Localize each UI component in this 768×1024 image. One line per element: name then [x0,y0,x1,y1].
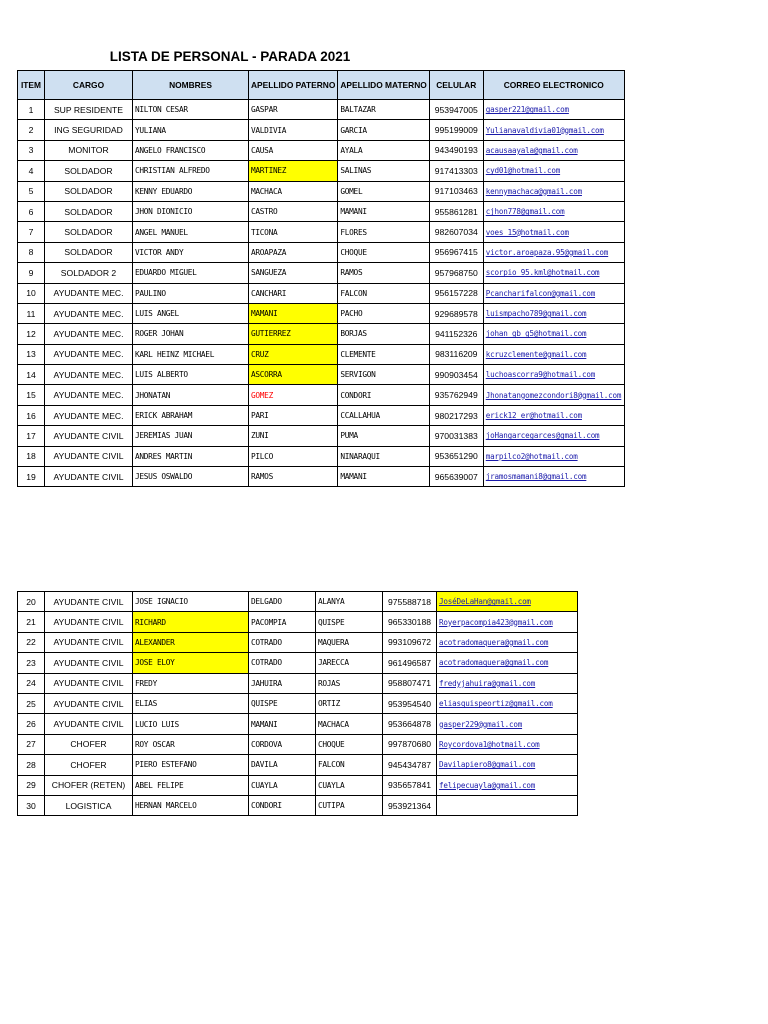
cell-nombres: EDUARDO MIGUEL [133,263,249,283]
cell-cargo: CHOFER [45,755,133,775]
cell-celular: 945434787 [383,755,437,775]
header-cargo: CARGO [45,71,133,100]
table-row [18,426,625,446]
table-row [18,592,578,612]
cell-item: 20 [18,592,45,612]
table-row [18,653,578,673]
table-row [18,775,578,795]
page-title: LISTA DE PERSONAL - PARADA 2021 [109,49,351,64]
personnel-table-part1 [17,70,625,487]
cell-cargo: AYUDANTE CIVIL [45,467,133,487]
table-row [18,283,625,303]
header-celular: CELULAR [429,71,483,100]
cell-cargo: CHOFER (RETEN) [45,775,133,795]
cell-correo[interactable]: Yulianavaldivia01@gmail.com [483,120,624,140]
cell-correo[interactable]: jramosmamani8@gmail.com [483,467,624,487]
cell-celular: 990903454 [429,365,483,385]
cell-apellido-paterno: CONDORI [249,795,316,815]
cell-cargo: AYUDANTE CIVIL [45,592,133,612]
table-row [18,303,625,323]
table-row [18,120,625,140]
table-row [18,365,625,385]
table-row [18,405,625,425]
cell-apellido-paterno: SANGUEZA [249,263,338,283]
cell-correo[interactable]: scorpio_95.kml@hotmail.com [483,263,624,283]
cell-item: 19 [18,467,45,487]
table-row [18,140,625,160]
cell-item: 8 [18,242,45,262]
cell-nombres: JEREMIAS JUAN [133,426,249,446]
cell-nombres: NILTON CESAR [133,100,249,120]
cell-item: 16 [18,405,45,425]
cell-apellido-paterno: ASCORRA [249,365,338,385]
cell-celular: 958807471 [383,673,437,693]
cell-apellido-materno: GOMEL [338,181,429,201]
cell-apellido-paterno: CANCHARI [249,283,338,303]
cell-correo[interactable]: luchoascorra9@hotmail.com [483,365,624,385]
cell-nombres: ANDRES MARTIN [133,446,249,466]
cell-apellido-paterno: COTRADO [249,632,316,652]
cell-item: 9 [18,263,45,283]
cell-nombres: ROGER JOHAN [133,324,249,344]
cell-cargo: SOLDADOR [45,201,133,221]
cell-apellido-materno: CCALLAHUA [338,405,429,425]
cell-cargo: AYUDANTE MEC. [45,303,133,323]
cell-nombres: ELIAS [133,693,249,713]
cell-celular: 982607034 [429,222,483,242]
cell-cargo: AYUDANTE CIVIL [45,426,133,446]
cell-apellido-paterno: CORDOVA [249,734,316,754]
cell-cargo: AYUDANTE MEC. [45,385,133,405]
cell-apellido-materno: JARECCA [316,653,383,673]
cell-correo [437,795,578,815]
personnel-table-part2 [17,591,578,816]
cell-celular: 956967415 [429,242,483,262]
cell-correo[interactable]: marpilco2@hotmail.com [483,446,624,466]
cell-item: 1 [18,100,45,120]
table-row [18,344,625,364]
cell-celular: 965330188 [383,612,437,632]
cell-celular: 953664878 [383,714,437,734]
cell-apellido-materno: SERVIGON [338,365,429,385]
cell-celular: 935657841 [383,775,437,795]
cell-apellido-materno: CUAYLA [316,775,383,795]
cell-cargo: AYUDANTE CIVIL [45,653,133,673]
cell-apellido-materno: NINARAQUI [338,446,429,466]
cell-correo[interactable]: luismpacho789@gmail.com [483,303,624,323]
table-row [18,714,578,734]
cell-item: 5 [18,181,45,201]
cell-apellido-materno: ALANYA [316,592,383,612]
cell-apellido-paterno: MARTINEZ [249,161,338,181]
cell-apellido-paterno: CRUZ [249,344,338,364]
cell-correo[interactable]: gasper221@gmail.com [483,100,624,120]
cell-nombres: LUIS ANGEL [133,303,249,323]
cell-correo[interactable]: felipecuayla@gmail.com [437,775,578,795]
cell-item: 15 [18,385,45,405]
cell-nombres: PIERO ESTEFANO [133,755,249,775]
cell-nombres: ANGEL MANUEL [133,222,249,242]
cell-correo[interactable]: acotradomaquera@gmail.com [437,632,578,652]
cell-cargo: AYUDANTE MEC. [45,283,133,303]
cell-apellido-materno: ORTIZ [316,693,383,713]
cell-correo[interactable]: johan_gb_g5@hotmail.com [483,324,624,344]
cell-apellido-paterno: CUAYLA [249,775,316,795]
cell-correo[interactable]: eliasquispeortiz@gmail.com [437,693,578,713]
cell-item: 29 [18,775,45,795]
cell-item: 21 [18,612,45,632]
table-row [18,734,578,754]
cell-apellido-materno: ROJAS [316,673,383,693]
cell-correo[interactable]: acausaayala@gmail.com [483,140,624,160]
cell-nombres: JESUS OSWALDO [133,467,249,487]
table-row [18,673,578,693]
cell-apellido-paterno: QUISPE [249,693,316,713]
cell-apellido-materno: BORJAS [338,324,429,344]
cell-cargo: ING SEGURIDAD [45,120,133,140]
table-row [18,201,625,221]
cell-correo[interactable]: erick12_er@hotmail.com [483,405,624,425]
cell-correo[interactable]: Jhonatangomezcondori8@gmail.com [483,385,624,405]
cell-apellido-paterno: CAUSA [249,140,338,160]
cell-celular: 975588718 [383,592,437,612]
cell-celular: 957968750 [429,263,483,283]
cell-celular: 943490193 [429,140,483,160]
cell-apellido-materno: CUTIPA [316,795,383,815]
cell-cargo: AYUDANTE CIVIL [45,446,133,466]
table-row [18,385,625,405]
cell-cargo: SOLDADOR [45,181,133,201]
cell-item: 28 [18,755,45,775]
cell-correo[interactable]: joHangarcegarces@gmail.com [483,426,624,446]
cell-cargo: AYUDANTE CIVIL [45,612,133,632]
cell-apellido-materno: BALTAZAR [338,100,429,120]
cell-apellido-materno: CHOQUE [338,242,429,262]
header-correo: CORREO ELECTRONICO [483,71,624,100]
cell-nombres: LUCIO LUIS [133,714,249,734]
cell-apellido-materno: MAQUERA [316,632,383,652]
cell-correo[interactable]: fredyjahuira@gmail.com [437,673,578,693]
table-row [18,612,578,632]
cell-correo[interactable]: Roycordova1@hotmail.com [437,734,578,754]
cell-apellido-materno: QUISPE [316,612,383,632]
cell-celular: 935762949 [429,385,483,405]
cell-apellido-paterno: GASPAR [249,100,338,120]
cell-correo[interactable]: kcruzclemente@gmail.com [483,344,624,364]
cell-apellido-paterno: MAMANI [249,303,338,323]
cell-correo[interactable]: cjhon778@gmail.com [483,201,624,221]
header-apellido-materno: APELLIDO MATERNO [338,71,429,100]
cell-item: 11 [18,303,45,323]
cell-apellido-materno: PUMA [338,426,429,446]
cell-apellido-paterno: PARI [249,405,338,425]
cell-apellido-materno: MAMANI [338,201,429,221]
cell-item: 26 [18,714,45,734]
cell-cargo: LOGISTICA [45,795,133,815]
table-row [18,446,625,466]
cell-apellido-paterno: TICONA [249,222,338,242]
cell-celular: 955861281 [429,201,483,221]
cell-cargo: SOLDADOR 2 [45,263,133,283]
table-row [18,693,578,713]
table-row [18,795,578,815]
cell-item: 3 [18,140,45,160]
cell-apellido-materno: CLEMENTE [338,344,429,364]
cell-celular: 961496587 [383,653,437,673]
header-item: ITEM [18,71,45,100]
cell-correo[interactable]: kennymachaca@gmail.com [483,181,624,201]
cell-celular: 980217293 [429,405,483,425]
cell-celular: 995199009 [429,120,483,140]
cell-celular: 941152326 [429,324,483,344]
cell-correo[interactable]: victor.aroapaza.95@gmail.com [483,242,624,262]
cell-correo[interactable]: acotradomaquera@gmail.com [437,653,578,673]
table-row [18,161,625,181]
cell-apellido-materno: GARCIA [338,120,429,140]
cell-item: 25 [18,693,45,713]
cell-nombres: ABEL FELIPE [133,775,249,795]
cell-cargo: SOLDADOR [45,242,133,262]
cell-celular: 956157228 [429,283,483,303]
cell-apellido-materno: FALCON [338,283,429,303]
cell-apellido-paterno: GUTIERREZ [249,324,338,344]
cell-item: 4 [18,161,45,181]
cell-nombres: ROY OSCAR [133,734,249,754]
cell-nombres: CHRISTIAN ALFREDO [133,161,249,181]
cell-celular: 917103463 [429,181,483,201]
cell-cargo: AYUDANTE MEC. [45,344,133,364]
cell-nombres: ALEXANDER [133,632,249,652]
cell-nombres: JOSE IGNACIO [133,592,249,612]
cell-celular: 953921364 [383,795,437,815]
cell-apellido-paterno: ZUNI [249,426,338,446]
cell-item: 23 [18,653,45,673]
cell-cargo: SOLDADOR [45,222,133,242]
cell-celular: 953651290 [429,446,483,466]
cell-cargo: AYUDANTE MEC. [45,405,133,425]
table-row [18,222,625,242]
cell-apellido-paterno: MAMANI [249,714,316,734]
cell-cargo: SOLDADOR [45,161,133,181]
cell-item: 22 [18,632,45,652]
cell-apellido-paterno: VALDIVIA [249,120,338,140]
cell-nombres: JHONATAN [133,385,249,405]
cell-nombres: ERICK ABRAHAM [133,405,249,425]
cell-apellido-materno: MACHACA [316,714,383,734]
cell-correo[interactable]: Davilapiero8@gmail.com [437,755,578,775]
cell-apellido-materno: PACHO [338,303,429,323]
cell-celular: 929689578 [429,303,483,323]
cell-cargo: AYUDANTE CIVIL [45,714,133,734]
cell-correo[interactable]: voes_15@hotmail.com [483,222,624,242]
cell-apellido-paterno: AROAPAZA [249,242,338,262]
cell-nombres: YULIANA [133,120,249,140]
cell-cargo: AYUDANTE CIVIL [45,693,133,713]
cell-apellido-paterno: DELGADO [249,592,316,612]
cell-correo[interactable]: cyd01@hotmail.com [483,161,624,181]
cell-item: 27 [18,734,45,754]
cell-apellido-materno: MAMANI [338,467,429,487]
cell-nombres: JOSE ELOY [133,653,249,673]
cell-cargo: AYUDANTE CIVIL [45,673,133,693]
table-row [18,100,625,120]
cell-correo[interactable]: JoséDeLaHan@gmail.com [437,592,578,612]
cell-cargo: CHOFER [45,734,133,754]
cell-item: 24 [18,673,45,693]
cell-nombres: ANGELO FRANCISCO [133,140,249,160]
table-header-row [18,71,625,100]
cell-item: 14 [18,365,45,385]
cell-cargo: AYUDANTE MEC. [45,365,133,385]
cell-apellido-materno: SALINAS [338,161,429,181]
cell-apellido-materno: CHOQUE [316,734,383,754]
cell-cargo: AYUDANTE MEC. [45,324,133,344]
cell-correo[interactable]: gasper229@gmail.com [437,714,578,734]
cell-nombres: HERNAN MARCELO [133,795,249,815]
cell-nombres: JHON DIONICIO [133,201,249,221]
cell-item: 7 [18,222,45,242]
cell-item: 2 [18,120,45,140]
cell-apellido-materno: FLORES [338,222,429,242]
cell-nombres: KENNY EDUARDO [133,181,249,201]
cell-apellido-materno: CONDORI [338,385,429,405]
table-row [18,467,625,487]
cell-celular: 917413303 [429,161,483,181]
cell-nombres: KARL HEINZ MICHAEL [133,344,249,364]
cell-item: 6 [18,201,45,221]
cell-apellido-paterno: PACOMPIA [249,612,316,632]
cell-nombres: LUIS ALBERTO [133,365,249,385]
cell-celular: 983116209 [429,344,483,364]
cell-correo[interactable]: Royerpacompia423@gmail.com [437,612,578,632]
cell-item: 30 [18,795,45,815]
cell-item: 17 [18,426,45,446]
cell-apellido-paterno: JAHUIRA [249,673,316,693]
cell-item: 18 [18,446,45,466]
cell-cargo: MONITOR [45,140,133,160]
table-row [18,263,625,283]
cell-cargo: AYUDANTE CIVIL [45,632,133,652]
cell-apellido-materno: FALCON [316,755,383,775]
table-row [18,242,625,262]
cell-cargo: SUP RESIDENTE [45,100,133,120]
table-row [18,324,625,344]
cell-item: 13 [18,344,45,364]
table-row [18,181,625,201]
cell-nombres: RICHARD [133,612,249,632]
cell-nombres: FREDY [133,673,249,693]
table-row [18,755,578,775]
cell-celular: 953947005 [429,100,483,120]
cell-celular: 953954540 [383,693,437,713]
cell-apellido-paterno: RAMOS [249,467,338,487]
cell-nombres: VICTOR ANDY [133,242,249,262]
cell-celular: 993109672 [383,632,437,652]
cell-apellido-paterno: COTRADO [249,653,316,673]
cell-item: 12 [18,324,45,344]
cell-apellido-paterno: CASTRO [249,201,338,221]
cell-item: 10 [18,283,45,303]
cell-nombres: PAULINO [133,283,249,303]
cell-apellido-paterno: MACHACA [249,181,338,201]
header-apellido-paterno: APELLIDO PATERNO [249,71,338,100]
cell-apellido-materno: AYALA [338,140,429,160]
header-nombres: NOMBRES [133,71,249,100]
cell-apellido-paterno: DAVILA [249,755,316,775]
cell-celular: 965639007 [429,467,483,487]
cell-celular: 997870680 [383,734,437,754]
cell-apellido-paterno: GOMEZ [249,385,338,405]
table-row [18,632,578,652]
cell-apellido-paterno: PILCO [249,446,338,466]
cell-celular: 970031383 [429,426,483,446]
cell-apellido-materno: RAMOS [338,263,429,283]
cell-correo[interactable]: Pcancharifalcon@gmail.com [483,283,624,303]
